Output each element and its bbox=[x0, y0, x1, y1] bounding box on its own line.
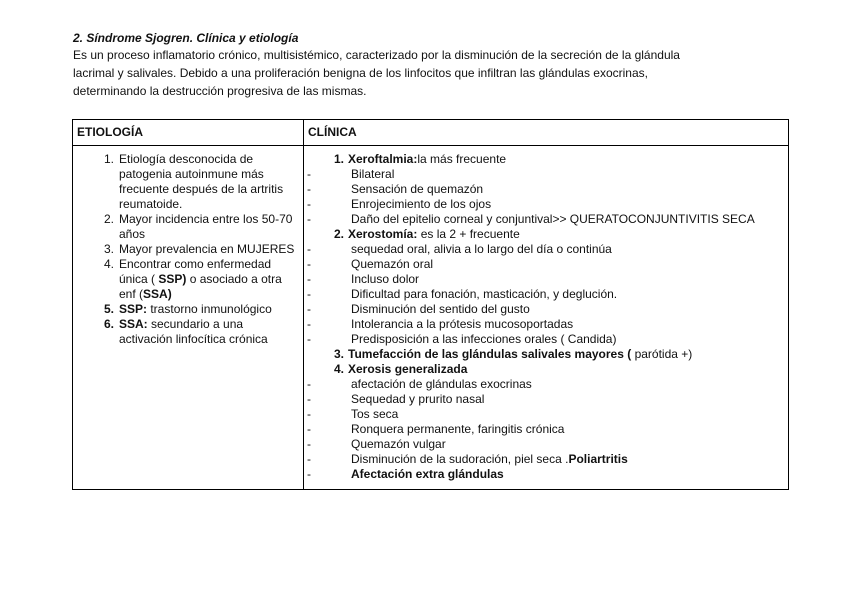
list-item: 6. SSA: secundario a una activación linfocítica crónica bbox=[103, 317, 268, 346]
table-header-row bbox=[73, 120, 789, 146]
list-item: - Intolerancia a la prótesis mucosoportadas bbox=[307, 317, 574, 331]
list-item: - Sequedad y prurito nasal bbox=[307, 392, 485, 406]
clinica-list bbox=[304, 152, 788, 482]
list-item: - Disminución del sentido del gusto bbox=[307, 302, 530, 316]
list-item: - Quemazón oral bbox=[307, 257, 434, 271]
list-item: - Bilateral bbox=[307, 167, 395, 181]
list-item: - Afectación extra glándulas bbox=[307, 467, 504, 481]
list-item: 1. Etiología desconocida de patogenia autoinmune más frecuente después de la artritis reumatoide. bbox=[103, 152, 284, 211]
list-item: - Tos seca bbox=[307, 407, 399, 421]
list-item: 3. Mayor prevalencia en MUJERES bbox=[103, 242, 295, 256]
list-item: - Dificultad para fonación, masticación, y deglución. bbox=[307, 287, 618, 301]
list-item: - Enrojecimiento de los ojos bbox=[307, 197, 492, 211]
clinica-cell bbox=[304, 146, 789, 490]
intro-line: determinando la destrucción progresiva de las mismas. bbox=[73, 84, 367, 98]
list-item: - afectación de glándulas exocrinas bbox=[307, 377, 532, 391]
clinica-group-xerostomia: 2. Xerostomía: es la 2 + frecuente bbox=[333, 227, 520, 241]
clinica-header: CLÍNICA bbox=[304, 120, 789, 146]
list-item: - Daño del epitelio corneal y conjuntival>> QUERATOCONJUNTIVITIS SECA bbox=[307, 212, 755, 226]
intro-paragraph bbox=[73, 46, 773, 100]
clinica-group-xeroftalmia: 1. Xeroftalmia:la más frecuente bbox=[333, 152, 507, 166]
list-item: 2. Mayor incidencia entre los 50-70 años bbox=[103, 212, 293, 241]
clinica-group-xerosis: 4. Xerosis generalizada bbox=[333, 362, 468, 376]
list-item: - Predisposición a las infecciones orales ( Candida) bbox=[307, 332, 617, 346]
list-item: - Incluso dolor bbox=[307, 272, 420, 286]
list-item: - Quemazón vulgar bbox=[307, 437, 446, 451]
section-heading: 2. Síndrome Sjogren. Clínica y etiología bbox=[73, 31, 299, 45]
list-item: - Disminución de la sudoración, piel seca .Poliartritis bbox=[307, 452, 628, 466]
etiologia-header: ETIOLOGÍA bbox=[73, 120, 304, 146]
list-item: 5. SSP: trastorno inmunológico bbox=[103, 302, 272, 316]
etiologia-list bbox=[73, 152, 303, 347]
list-item: 4. Encontrar como enfermedad única ( SSP) o asociado a otra enf (SSA) bbox=[103, 257, 282, 301]
etiology-clinical-table bbox=[72, 119, 789, 490]
intro-line: Es un proceso inflamatorio crónico, multisistémico, caracterizado por la disminución de la secreción de la glándula bbox=[73, 48, 680, 62]
intro-line: lacrimal y salivales. Debido a una proliferación benigna de los linfocitos que infiltran las glándulas exocrinas, bbox=[73, 66, 648, 80]
list-item: - Sensación de quemazón bbox=[307, 182, 484, 196]
table-body-row bbox=[73, 146, 789, 490]
clinica-group-tumefaccion: 3. Tumefacción de las glándulas salivales mayores ( parótida +) bbox=[333, 347, 693, 361]
etiologia-cell bbox=[73, 146, 304, 490]
list-item: - Ronquera permanente, faringitis crónica bbox=[307, 422, 565, 436]
list-item: - sequedad oral, alivia a lo largo del día o continúa bbox=[307, 242, 612, 256]
